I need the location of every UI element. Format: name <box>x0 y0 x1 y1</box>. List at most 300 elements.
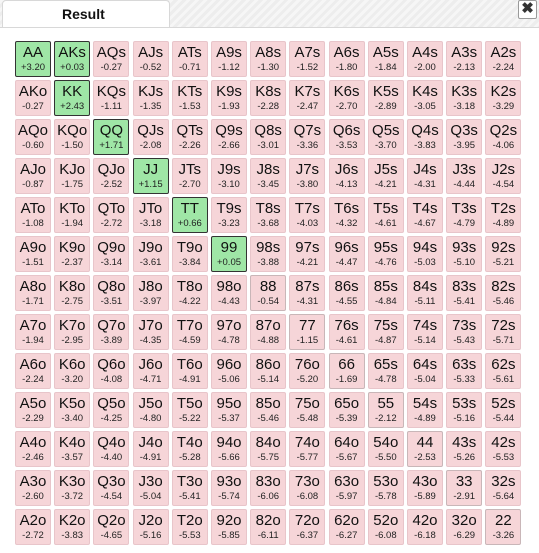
hand-cell[interactable] <box>329 119 365 155</box>
hand-label: 84o <box>255 434 281 451</box>
hand-cell[interactable] <box>289 314 325 350</box>
hand-cell[interactable] <box>15 470 51 506</box>
hand-label: 85o <box>255 395 281 412</box>
hand-label: 92s <box>491 239 516 256</box>
hand-ev-value: -2.75 <box>61 296 84 307</box>
hand-ev-value: -1.12 <box>218 62 240 73</box>
hand-ev-value: -3.83 <box>61 530 84 541</box>
hand-cell[interactable] <box>368 431 404 467</box>
hand-cell[interactable] <box>289 119 325 155</box>
hand-ev-value: -1.35 <box>139 101 162 112</box>
hand-cell[interactable] <box>54 314 90 350</box>
hand-cell[interactable] <box>446 158 482 194</box>
hand-ev-value: -1.75 <box>61 179 84 190</box>
hand-label: 75s <box>373 317 398 334</box>
hand-ev-value: -5.33 <box>453 374 476 385</box>
hand-cell[interactable] <box>329 509 365 545</box>
hand-cell[interactable] <box>485 236 521 272</box>
hand-cell[interactable] <box>211 392 247 428</box>
hand-cell[interactable] <box>211 236 247 272</box>
hand-cell[interactable] <box>133 119 169 155</box>
hand-cell[interactable] <box>54 236 90 272</box>
hand-ev-value: -6.11 <box>257 530 279 541</box>
hand-ev-value: -2.72 <box>100 218 123 229</box>
hand-cell[interactable] <box>54 158 90 194</box>
hand-cell[interactable] <box>407 158 443 194</box>
hand-cell[interactable] <box>407 353 443 389</box>
hand-cell[interactable] <box>54 119 90 155</box>
hand-cell[interactable] <box>172 431 208 467</box>
hand-cell[interactable] <box>211 470 247 506</box>
hand-cell[interactable] <box>54 392 90 428</box>
hand-ev-value: -5.61 <box>492 374 515 385</box>
hand-cell[interactable] <box>93 197 129 233</box>
hand-cell[interactable] <box>250 197 286 233</box>
hand-label: 44 <box>416 434 434 451</box>
hand-cell[interactable] <box>54 470 90 506</box>
hand-cell[interactable] <box>172 80 208 116</box>
hand-cell[interactable] <box>289 41 325 77</box>
hand-label: A5s <box>372 44 399 61</box>
hand-cell[interactable] <box>289 197 325 233</box>
hand-label: J8o <box>138 278 163 295</box>
hand-label: 92o <box>216 512 242 529</box>
hand-cell[interactable] <box>368 314 404 350</box>
hand-cell[interactable] <box>485 41 521 77</box>
hand-ev-value: -3.80 <box>296 179 319 190</box>
hand-cell[interactable] <box>446 353 482 389</box>
hand-cell[interactable] <box>15 353 51 389</box>
hand-cell[interactable] <box>407 275 443 311</box>
hand-label: J5s <box>374 161 398 178</box>
hand-cell[interactable] <box>172 158 208 194</box>
hand-ev-value: -6.08 <box>296 491 319 502</box>
hand-label: TT <box>180 200 199 217</box>
hand-ev-value: -2.08 <box>139 140 162 151</box>
hand-cell[interactable] <box>133 470 169 506</box>
hand-cell[interactable] <box>485 80 521 116</box>
hand-cell[interactable] <box>368 80 404 116</box>
hand-cell[interactable] <box>211 431 247 467</box>
hand-cell[interactable] <box>172 314 208 350</box>
hand-ev-value: -3.14 <box>100 257 123 268</box>
hand-label: 75o <box>294 395 320 412</box>
hand-label: 97o <box>216 317 242 334</box>
hand-label: 52o <box>373 512 399 529</box>
hand-cell[interactable] <box>133 158 169 194</box>
hand-cell[interactable] <box>446 275 482 311</box>
hand-cell[interactable] <box>15 431 51 467</box>
hand-cell[interactable] <box>15 236 51 272</box>
hand-ev-value: -2.12 <box>374 413 397 424</box>
tab-result[interactable] <box>2 0 170 28</box>
hand-cell[interactable] <box>93 119 129 155</box>
hand-ev-value: -5.37 <box>218 413 240 424</box>
hand-cell[interactable] <box>250 158 286 194</box>
hand-cell[interactable] <box>446 314 482 350</box>
hand-label: T2o <box>176 512 203 529</box>
hand-label: 52s <box>491 395 516 412</box>
hand-cell[interactable] <box>172 509 208 545</box>
hand-cell[interactable] <box>211 41 247 77</box>
hand-cell[interactable] <box>250 80 286 116</box>
hand-cell[interactable] <box>54 197 90 233</box>
hand-ev-value: -4.54 <box>100 491 123 502</box>
hand-cell[interactable] <box>485 197 521 233</box>
hand-ev-value: +0.05 <box>216 257 242 268</box>
hand-ev-value: -4.25 <box>100 413 123 424</box>
hand-label: A4o <box>19 434 47 451</box>
hand-cell[interactable] <box>368 470 404 506</box>
hand-label: 95o <box>216 395 242 412</box>
hand-cell[interactable] <box>485 314 521 350</box>
hand-cell[interactable] <box>368 392 404 428</box>
hand-cell[interactable] <box>54 275 90 311</box>
hand-cell[interactable] <box>368 275 404 311</box>
hand-label: 94s <box>412 239 438 256</box>
hand-label: 83o <box>255 473 281 490</box>
hand-cell[interactable] <box>485 470 521 506</box>
tab-result-label: Result <box>62 6 105 22</box>
hand-ev-value: -3.18 <box>139 218 162 229</box>
hand-ev-value: -5.16 <box>453 413 476 424</box>
hand-label: J9s <box>217 161 241 178</box>
hand-cell[interactable] <box>15 41 51 77</box>
hand-cell[interactable] <box>485 431 521 467</box>
hand-cell[interactable] <box>93 314 129 350</box>
hand-label: Q5s <box>372 122 400 139</box>
hand-cell[interactable] <box>133 392 169 428</box>
hand-cell[interactable] <box>407 41 443 77</box>
hand-ev-value: -3.01 <box>257 140 280 151</box>
hand-cell[interactable] <box>329 392 365 428</box>
hand-cell[interactable] <box>211 80 247 116</box>
hand-ev-value: -4.08 <box>100 374 123 385</box>
hand-cell[interactable] <box>93 353 129 389</box>
hand-cell[interactable] <box>15 119 51 155</box>
hand-label: K2s <box>490 83 517 100</box>
hand-cell[interactable] <box>93 80 129 116</box>
hand-ev-value: -2.53 <box>414 452 436 463</box>
hand-ev-value: -5.50 <box>374 452 397 463</box>
hand-label: Q9s <box>215 122 243 139</box>
hand-label: T3o <box>176 473 203 490</box>
hand-cell[interactable] <box>133 80 169 116</box>
hand-cell[interactable] <box>289 158 325 194</box>
hand-ev-value: -1.11 <box>100 101 122 112</box>
hand-ev-value: -3.23 <box>218 218 240 229</box>
hand-ev-value: -5.04 <box>414 374 436 385</box>
hand-cell[interactable] <box>133 353 169 389</box>
hand-label: AA <box>22 44 43 61</box>
hand-cell[interactable] <box>289 236 325 272</box>
hand-cell[interactable] <box>368 236 404 272</box>
hand-cell[interactable] <box>93 236 129 272</box>
hand-ev-value: -1.84 <box>374 62 397 73</box>
hand-label: A6s <box>333 44 360 61</box>
hand-cell[interactable] <box>172 119 208 155</box>
hand-cell[interactable] <box>368 119 404 155</box>
hand-cell[interactable] <box>133 509 169 545</box>
hand-cell[interactable] <box>407 431 443 467</box>
hand-cell[interactable] <box>15 314 51 350</box>
hand-cell[interactable] <box>329 158 365 194</box>
hand-ev-value: -4.71 <box>139 374 162 385</box>
hand-cell[interactable] <box>407 470 443 506</box>
hand-cell[interactable] <box>93 509 129 545</box>
hand-cell[interactable] <box>407 197 443 233</box>
hand-ev-value: -5.44 <box>492 413 515 424</box>
hand-cell[interactable] <box>407 236 443 272</box>
hand-ev-value: -3.05 <box>414 101 436 112</box>
hand-label: 42o <box>412 512 438 529</box>
hand-ev-value: -6.37 <box>296 530 319 541</box>
hand-cell[interactable] <box>368 41 404 77</box>
hand-cell[interactable] <box>485 158 521 194</box>
hand-ev-value: -5.16 <box>139 530 162 541</box>
hand-cell[interactable] <box>54 431 90 467</box>
hand-cell[interactable] <box>15 80 51 116</box>
hand-cell[interactable] <box>446 197 482 233</box>
hand-cell[interactable] <box>329 80 365 116</box>
hand-cell[interactable] <box>93 41 129 77</box>
hand-ev-value: -5.11 <box>414 296 436 307</box>
hand-cell[interactable] <box>15 197 51 233</box>
hand-cell[interactable] <box>289 470 325 506</box>
hand-label: KQs <box>96 83 126 100</box>
hand-cell[interactable] <box>172 470 208 506</box>
hand-label: J5o <box>138 395 163 412</box>
hand-label: 88 <box>259 278 277 295</box>
hand-cell[interactable] <box>133 236 169 272</box>
hand-cell[interactable] <box>485 275 521 311</box>
hand-label: Q8o <box>97 278 126 295</box>
hand-cell[interactable] <box>54 353 90 389</box>
hand-cell[interactable] <box>329 431 365 467</box>
hand-ev-value: -5.97 <box>335 491 358 502</box>
hand-cell[interactable] <box>407 80 443 116</box>
hand-cell[interactable] <box>93 275 129 311</box>
hand-cell[interactable] <box>407 314 443 350</box>
hand-cell[interactable] <box>289 509 325 545</box>
hand-cell[interactable] <box>446 41 482 77</box>
hand-ev-value: -5.77 <box>296 452 319 463</box>
hand-cell[interactable] <box>211 158 247 194</box>
hand-label: 72o <box>294 512 320 529</box>
hand-cell[interactable] <box>329 275 365 311</box>
hand-cell[interactable] <box>211 275 247 311</box>
hand-cell[interactable] <box>289 275 325 311</box>
hand-ev-value: -4.21 <box>374 179 397 190</box>
hand-ev-value: -3.83 <box>414 140 436 151</box>
hand-cell[interactable] <box>289 392 325 428</box>
hand-ev-value: -3.84 <box>178 257 201 268</box>
hand-cell[interactable] <box>211 509 247 545</box>
hand-cell[interactable] <box>93 470 129 506</box>
hand-cell[interactable] <box>329 470 365 506</box>
hand-cell[interactable] <box>54 41 90 77</box>
hand-cell[interactable] <box>329 197 365 233</box>
hand-ev-value: -5.74 <box>218 491 240 502</box>
close-icon[interactable]: ✖ <box>518 0 537 19</box>
hand-cell[interactable] <box>250 119 286 155</box>
hand-label: 77 <box>299 317 316 334</box>
hand-cell[interactable] <box>446 509 482 545</box>
hand-cell[interactable] <box>172 236 208 272</box>
hand-cell[interactable] <box>93 431 129 467</box>
hand-ev-value: -4.06 <box>492 140 515 151</box>
hand-ev-value: -4.78 <box>374 374 397 385</box>
hand-label: J2s <box>491 161 516 178</box>
hand-cell[interactable] <box>133 275 169 311</box>
hand-ev-value: -4.31 <box>414 179 436 190</box>
hand-label: 97s <box>295 239 320 256</box>
hand-ev-value: -2.91 <box>453 491 476 502</box>
hand-ev-value: -5.04 <box>139 491 162 502</box>
hand-label: 64o <box>334 434 360 451</box>
hand-ev-value: -3.29 <box>492 101 515 112</box>
hand-grid <box>15 41 523 548</box>
hand-ev-value: -2.26 <box>178 140 201 151</box>
hand-label: T4o <box>176 434 203 451</box>
hand-cell[interactable] <box>93 392 129 428</box>
hand-cell[interactable] <box>289 80 325 116</box>
hand-ev-value: -5.41 <box>178 491 201 502</box>
hand-ev-value: -1.08 <box>22 218 44 229</box>
hand-label: AQo <box>17 122 48 139</box>
hand-ev-value: -1.71 <box>22 296 44 307</box>
hand-cell[interactable] <box>250 41 286 77</box>
hand-label: ATo <box>20 200 46 217</box>
hand-cell[interactable] <box>15 275 51 311</box>
hand-ev-value: -5.66 <box>218 452 240 463</box>
hand-cell[interactable] <box>250 236 286 272</box>
hand-cell[interactable] <box>15 158 51 194</box>
hand-label: QJo <box>97 161 126 178</box>
hand-cell[interactable] <box>485 119 521 155</box>
hand-cell[interactable] <box>250 275 286 311</box>
hand-label: KTs <box>177 83 203 100</box>
hand-cell[interactable] <box>368 158 404 194</box>
hand-cell[interactable] <box>250 431 286 467</box>
hand-label: 64s <box>412 356 438 373</box>
hand-ev-value: -4.80 <box>139 413 162 424</box>
hand-cell[interactable] <box>329 314 365 350</box>
hand-cell[interactable] <box>211 119 247 155</box>
hand-cell[interactable] <box>446 392 482 428</box>
hand-cell[interactable] <box>172 353 208 389</box>
hand-label: Q9o <box>97 239 126 256</box>
hand-ev-value: -5.71 <box>492 335 515 346</box>
hand-cell[interactable] <box>446 80 482 116</box>
hand-cell[interactable] <box>15 392 51 428</box>
hand-cell[interactable] <box>485 392 521 428</box>
hand-cell[interactable] <box>485 353 521 389</box>
hand-cell[interactable] <box>250 314 286 350</box>
hand-label: Q4o <box>97 434 126 451</box>
hand-label: K7s <box>294 83 321 100</box>
hand-cell[interactable] <box>172 392 208 428</box>
hand-label: 42s <box>491 434 516 451</box>
hand-cell[interactable] <box>172 197 208 233</box>
hand-ev-value: -1.53 <box>178 101 201 112</box>
hand-ev-value: -4.61 <box>374 218 397 229</box>
hand-ev-value: -4.59 <box>178 335 201 346</box>
hand-ev-value: -3.18 <box>453 101 476 112</box>
hand-label: K5s <box>372 83 399 100</box>
hand-label: A9o <box>19 239 47 256</box>
hand-ev-value: -2.89 <box>374 101 397 112</box>
hand-ev-value: -4.43 <box>218 296 240 307</box>
hand-cell[interactable] <box>172 41 208 77</box>
hand-cell[interactable] <box>368 353 404 389</box>
hand-cell[interactable] <box>54 80 90 116</box>
hand-cell[interactable] <box>446 431 482 467</box>
hand-label: J2o <box>138 512 163 529</box>
hand-cell[interactable] <box>407 119 443 155</box>
hand-label: 55 <box>377 395 395 412</box>
hand-cell[interactable] <box>133 197 169 233</box>
hand-cell[interactable] <box>133 314 169 350</box>
hand-cell[interactable] <box>133 41 169 77</box>
hand-cell[interactable] <box>250 353 286 389</box>
hand-cell[interactable] <box>211 353 247 389</box>
hand-cell[interactable] <box>446 470 482 506</box>
hand-ev-value: -5.67 <box>335 452 358 463</box>
hand-ev-value: -6.27 <box>335 530 358 541</box>
hand-ev-value: -3.70 <box>374 140 397 151</box>
hand-label: 76o <box>294 356 320 373</box>
hand-cell[interactable] <box>407 509 443 545</box>
hand-cell[interactable] <box>211 197 247 233</box>
hand-ev-value: -2.70 <box>335 101 358 112</box>
hand-ev-value: -2.47 <box>296 101 319 112</box>
hand-cell[interactable] <box>407 392 443 428</box>
hand-cell[interactable] <box>133 431 169 467</box>
hand-cell[interactable] <box>289 353 325 389</box>
hand-cell[interactable] <box>250 509 286 545</box>
hand-ev-value: -5.46 <box>492 296 515 307</box>
hand-ev-value: -0.52 <box>139 62 162 73</box>
hand-ev-value: -5.21 <box>492 257 515 268</box>
hand-label: J8s <box>256 161 280 178</box>
hand-cell[interactable] <box>15 509 51 545</box>
hand-label: 98o <box>216 278 242 295</box>
hand-cell[interactable] <box>368 509 404 545</box>
hand-label: KJo <box>59 161 86 178</box>
hand-cell[interactable] <box>368 197 404 233</box>
hand-cell[interactable] <box>485 509 521 545</box>
hand-cell[interactable] <box>250 470 286 506</box>
hand-cell[interactable] <box>329 41 365 77</box>
hand-cell[interactable] <box>446 119 482 155</box>
hand-cell[interactable] <box>54 509 90 545</box>
hand-label: AJs <box>138 44 164 61</box>
hand-cell[interactable] <box>93 158 129 194</box>
hand-cell[interactable] <box>289 431 325 467</box>
hand-cell[interactable] <box>329 353 365 389</box>
hand-cell[interactable] <box>250 392 286 428</box>
hand-ev-value: -1.30 <box>257 62 280 73</box>
hand-label: K3s <box>451 83 478 100</box>
hand-label: 85s <box>373 278 398 295</box>
hand-label: K8o <box>58 278 86 295</box>
hand-label: T6o <box>176 356 203 373</box>
hand-cell[interactable] <box>329 236 365 272</box>
hand-cell[interactable] <box>446 236 482 272</box>
hand-cell[interactable] <box>172 275 208 311</box>
hand-cell[interactable] <box>211 314 247 350</box>
